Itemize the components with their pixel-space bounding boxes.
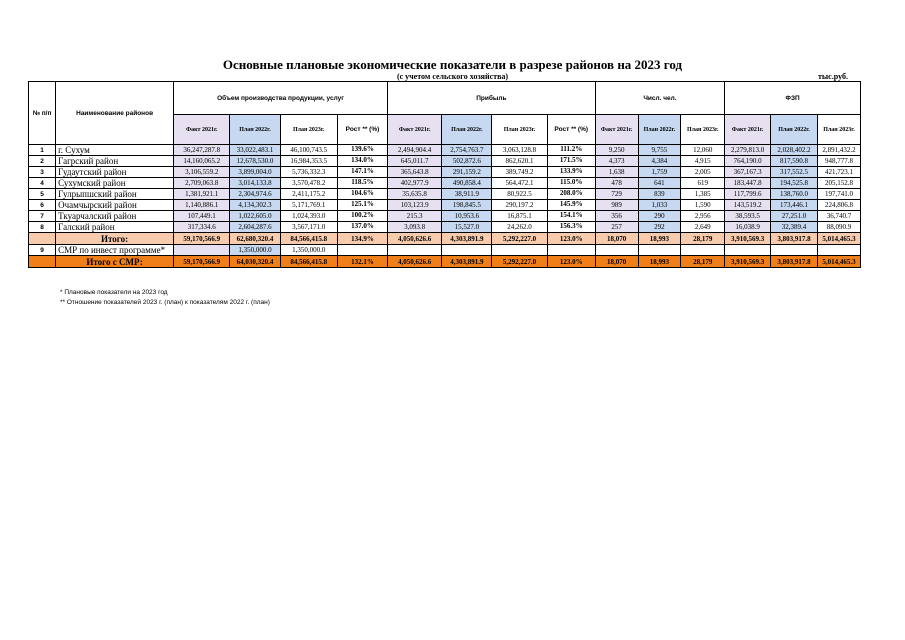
- empty-cell: [818, 245, 861, 256]
- smr-name: СМР по инвест программе*: [56, 245, 174, 256]
- pr-cell: 35,635.8: [388, 189, 442, 200]
- header-production: Объем производства продукции, услуг: [174, 82, 388, 115]
- p-total-cell: 84,566,415.8: [280, 256, 337, 268]
- footnotes: [60, 288, 270, 308]
- f-total-cell: 3,910,569.3: [725, 256, 771, 268]
- district-name: Сухумский район: [56, 178, 174, 189]
- subheader-growth: Рост ** (%): [337, 115, 387, 145]
- subheader-fact: Факт 2021г.: [388, 115, 442, 145]
- subheader-plan2023: План 2023г.: [280, 115, 337, 145]
- f-cell: 183,447.8: [725, 178, 771, 189]
- pr-total-cell: 4,303,891.9: [442, 233, 492, 245]
- header-fzp: ФЗП: [725, 82, 861, 115]
- table-row: [29, 156, 861, 167]
- total-smr-row: [29, 256, 861, 268]
- pr-total-cell: 4,303,891.9: [442, 256, 492, 268]
- units-label: тыс.руб.: [818, 72, 848, 81]
- f-cell: 194,525.8: [771, 178, 818, 189]
- f-cell: 32,389.4: [771, 222, 818, 233]
- f-cell: 36,740.7: [818, 211, 861, 222]
- smr-cell: [174, 245, 230, 256]
- p-cell: 125.1%: [337, 200, 387, 211]
- f-cell: 88,090.9: [818, 222, 861, 233]
- pr-cell: 24,262.0: [492, 222, 547, 233]
- district-name: Галский район: [56, 222, 174, 233]
- row-number: 6: [29, 200, 56, 211]
- f-cell: 205,152.8: [818, 178, 861, 189]
- st-cell: 12,060: [681, 145, 725, 156]
- subheader-plan2023: План 2023г.: [681, 115, 725, 145]
- f-cell: 224,806.8: [818, 200, 861, 211]
- p-total-cell: 64,030,320.4: [230, 256, 280, 268]
- pr-cell: 490,858.4: [442, 178, 492, 189]
- row-number: [29, 233, 56, 245]
- st-cell: 729: [595, 189, 638, 200]
- p-cell: 46,100,743.5: [280, 145, 337, 156]
- row-number: 4: [29, 178, 56, 189]
- header-num: № п/п: [29, 82, 56, 145]
- smr-cell: [337, 245, 387, 256]
- p-cell: 2,411,175.2: [280, 189, 337, 200]
- subheader-plan2022: План 2022г.: [230, 115, 280, 145]
- p-cell: 2,604,287.6: [230, 222, 280, 233]
- pr-cell: 115.0%: [547, 178, 595, 189]
- district-name: Гудаутский район: [56, 167, 174, 178]
- pr-cell: 862,620.1: [492, 156, 547, 167]
- smr-cell: 1,350,000.0: [230, 245, 280, 256]
- p-cell: 1,022,605.0: [230, 211, 280, 222]
- p-cell: 2,304,974.6: [230, 189, 280, 200]
- row-number: 8: [29, 222, 56, 233]
- st-cell: 619: [681, 178, 725, 189]
- f-cell: 764,190.0: [725, 156, 771, 167]
- district-name: г. Сухум: [56, 145, 174, 156]
- st-total-cell: 18,070: [595, 256, 638, 268]
- p-cell: 12,678,530.0: [230, 156, 280, 167]
- pr-cell: 10,953.6: [442, 211, 492, 222]
- st-total-cell: 18,993: [638, 256, 681, 268]
- empty-cell: [771, 245, 818, 256]
- f-cell: 2,028,402.2: [771, 145, 818, 156]
- pr-cell: 564,472.1: [492, 178, 547, 189]
- p-cell: 36,247,287.8: [174, 145, 230, 156]
- pr-cell: 80,922.5: [492, 189, 547, 200]
- header-staff: Числ. чел.: [595, 82, 724, 115]
- st-total-cell: 18,070: [595, 233, 638, 245]
- footnote-1: * Плановые показатели на 2023 год: [60, 289, 168, 296]
- pr-cell: 38,911.9: [442, 189, 492, 200]
- pr-cell: 198,845.5: [442, 200, 492, 211]
- f-cell: 173,446.1: [771, 200, 818, 211]
- pr-cell: 290,197.2: [492, 200, 547, 211]
- pr-total-cell: 123.0%: [547, 233, 595, 245]
- st-total-cell: 28,179: [681, 256, 725, 268]
- row-number: 5: [29, 189, 56, 200]
- subheader-fact: Факт 2021г.: [725, 115, 771, 145]
- f-cell: 817,590.8: [771, 156, 818, 167]
- f-cell: 421,723.1: [818, 167, 861, 178]
- p-total-cell: 59,170,566.9: [174, 256, 230, 268]
- f-total-cell: 3,803,917.8: [771, 233, 818, 245]
- f-total-cell: 5,014,465.3: [818, 256, 861, 268]
- p-total-cell: 134.9%: [337, 233, 387, 245]
- district-name: Гагрский район: [56, 156, 174, 167]
- pr-cell: 154.1%: [547, 211, 595, 222]
- pr-cell: 16,875.1: [492, 211, 547, 222]
- st-cell: 2,956: [681, 211, 725, 222]
- p-cell: 317,334.6: [174, 222, 230, 233]
- table-row: [29, 178, 861, 189]
- row-number: 3: [29, 167, 56, 178]
- pr-total-cell: 123.0%: [547, 256, 595, 268]
- st-cell: 9,755: [638, 145, 681, 156]
- p-cell: 118.5%: [337, 178, 387, 189]
- st-cell: 1,385: [681, 189, 725, 200]
- st-cell: 290: [638, 211, 681, 222]
- district-name: Гулрыпшский район: [56, 189, 174, 200]
- pr-cell: 502,872.6: [442, 156, 492, 167]
- table-row: [29, 167, 861, 178]
- p-cell: 104.6%: [337, 189, 387, 200]
- pr-cell: 133.9%: [547, 167, 595, 178]
- total-label: Итого с СМР:: [56, 256, 174, 268]
- st-cell: 1,638: [595, 167, 638, 178]
- total-row: [29, 233, 861, 245]
- p-total-cell: 132.1%: [337, 256, 387, 268]
- st-cell: 356: [595, 211, 638, 222]
- empty-cell: [725, 245, 771, 256]
- f-cell: 367,167.3: [725, 167, 771, 178]
- subheader-fact: Факт 2021г.: [174, 115, 230, 145]
- pr-cell: 3,063,128.8: [492, 145, 547, 156]
- f-cell: 16,038.9: [725, 222, 771, 233]
- p-cell: 33,022,483.1: [230, 145, 280, 156]
- subheader-plan2022: План 2022г.: [771, 115, 818, 145]
- st-cell: 292: [638, 222, 681, 233]
- pr-cell: 2,494,904.4: [388, 145, 442, 156]
- pr-cell: 3,093.8: [388, 222, 442, 233]
- p-cell: 1,024,393.0: [280, 211, 337, 222]
- p-total-cell: 62,680,320.4: [230, 233, 280, 245]
- subheader-fact: Факт 2021г.: [595, 115, 638, 145]
- st-cell: 478: [595, 178, 638, 189]
- st-cell: 9,250: [595, 145, 638, 156]
- st-cell: 2,649: [681, 222, 725, 233]
- p-cell: 139.6%: [337, 145, 387, 156]
- f-cell: 2,891,432.2: [818, 145, 861, 156]
- p-cell: 3,570,478.2: [280, 178, 337, 189]
- empty-cell: [595, 245, 638, 256]
- p-cell: 5,171,769.1: [280, 200, 337, 211]
- st-cell: 641: [638, 178, 681, 189]
- footnote-2: ** Отношение показателей 2023 г. (план) к показателям 2022 г. (план): [60, 299, 270, 306]
- subheader-plan2022: План 2022г.: [442, 115, 492, 145]
- st-cell: 1,033: [638, 200, 681, 211]
- pr-cell: 215.3: [388, 211, 442, 222]
- document-subtitle: (с учетом сельского хозяйства): [396, 72, 509, 81]
- pr-cell: 645,011.7: [388, 156, 442, 167]
- subheader-plan2023: План 2023г.: [818, 115, 861, 145]
- empty-cell: [547, 245, 595, 256]
- indicators-table: [28, 81, 861, 268]
- st-cell: 4,384: [638, 156, 681, 167]
- p-cell: 16,984,353.5: [280, 156, 337, 167]
- st-total-cell: 28,179: [681, 233, 725, 245]
- row-number: [29, 256, 56, 268]
- pr-total-cell: 5,292,227.0: [492, 233, 547, 245]
- p-cell: 3,106,559.2: [174, 167, 230, 178]
- p-cell: 134.0%: [337, 156, 387, 167]
- p-cell: 14,160,065.2: [174, 156, 230, 167]
- pr-cell: 171.5%: [547, 156, 595, 167]
- f-cell: 38,593.5: [725, 211, 771, 222]
- subheader-plan2023: План 2023г.: [492, 115, 547, 145]
- f-cell: 117,799.6: [725, 189, 771, 200]
- st-cell: 257: [595, 222, 638, 233]
- subheader-growth: Рост ** (%): [547, 115, 595, 145]
- header-profit: Прибыль: [388, 82, 596, 115]
- p-total-cell: 84,566,415.8: [280, 233, 337, 245]
- p-cell: 1,381,921.1: [174, 189, 230, 200]
- p-cell: 2,709,063.8: [174, 178, 230, 189]
- table-row: [29, 189, 861, 200]
- district-name: Ткуарчалский район: [56, 211, 174, 222]
- p-cell: 3,567,171.0: [280, 222, 337, 233]
- st-cell: 4,373: [595, 156, 638, 167]
- p-cell: 1,140,886.1: [174, 200, 230, 211]
- row-number: 9: [29, 245, 56, 256]
- pr-total-cell: 5,292,227.0: [492, 256, 547, 268]
- f-cell: 143,519.2: [725, 200, 771, 211]
- empty-cell: [388, 245, 442, 256]
- st-cell: 1,590: [681, 200, 725, 211]
- p-cell: 107,449.1: [174, 211, 230, 222]
- f-cell: 27,251.0: [771, 211, 818, 222]
- f-total-cell: 3,803,917.8: [771, 256, 818, 268]
- header-name: Наименование районов: [56, 82, 174, 145]
- pr-total-cell: 4,050,626.6: [388, 256, 442, 268]
- pr-cell: 402,977.9: [388, 178, 442, 189]
- p-cell: 100.2%: [337, 211, 387, 222]
- empty-cell: [638, 245, 681, 256]
- row-number: 7: [29, 211, 56, 222]
- st-total-cell: 18,993: [638, 233, 681, 245]
- f-cell: 317,552.5: [771, 167, 818, 178]
- smr-row: [29, 245, 861, 256]
- document-title: Основные плановые экономические показатели в разрезе районов на 2023 год: [222, 57, 683, 72]
- table-row: [29, 211, 861, 222]
- p-cell: 5,736,332.3: [280, 167, 337, 178]
- row-number: 2: [29, 156, 56, 167]
- f-cell: 948,777.8: [818, 156, 861, 167]
- st-cell: 989: [595, 200, 638, 211]
- pr-cell: 389,749.2: [492, 167, 547, 178]
- pr-cell: 208.0%: [547, 189, 595, 200]
- f-cell: 197,741.0: [818, 189, 861, 200]
- empty-cell: [681, 245, 725, 256]
- total-label: Итого:: [56, 233, 174, 245]
- empty-cell: [442, 245, 492, 256]
- st-cell: 839: [638, 189, 681, 200]
- pr-cell: 103,123.9: [388, 200, 442, 211]
- f-total-cell: 5,014,465.3: [818, 233, 861, 245]
- st-cell: 4,915: [681, 156, 725, 167]
- pr-cell: 156.3%: [547, 222, 595, 233]
- f-cell: 2,279,813.0: [725, 145, 771, 156]
- p-cell: 137.0%: [337, 222, 387, 233]
- pr-cell: 145.9%: [547, 200, 595, 211]
- table-row: [29, 222, 861, 233]
- table-body: [29, 145, 861, 268]
- p-cell: 4,134,302.3: [230, 200, 280, 211]
- table-row: [29, 145, 861, 156]
- subheader-plan2022: План 2022г.: [638, 115, 681, 145]
- pr-cell: 365,643.8: [388, 167, 442, 178]
- pr-total-cell: 4,050,626.6: [388, 233, 442, 245]
- p-total-cell: 59,170,566.9: [174, 233, 230, 245]
- pr-cell: 111.2%: [547, 145, 595, 156]
- st-cell: 1,759: [638, 167, 681, 178]
- st-cell: 2,005: [681, 167, 725, 178]
- table-row: [29, 200, 861, 211]
- empty-cell: [492, 245, 547, 256]
- pr-cell: 291,159.2: [442, 167, 492, 178]
- pr-cell: 15,527.0: [442, 222, 492, 233]
- smr-cell: 1,350,000.0: [280, 245, 337, 256]
- f-total-cell: 3,910,569.3: [725, 233, 771, 245]
- row-number: 1: [29, 145, 56, 156]
- pr-cell: 2,754,763.7: [442, 145, 492, 156]
- district-name: Очамчырский район: [56, 200, 174, 211]
- f-cell: 138,760.0: [771, 189, 818, 200]
- p-cell: 3,014,133.8: [230, 178, 280, 189]
- p-cell: 147.1%: [337, 167, 387, 178]
- p-cell: 3,899,004.0: [230, 167, 280, 178]
